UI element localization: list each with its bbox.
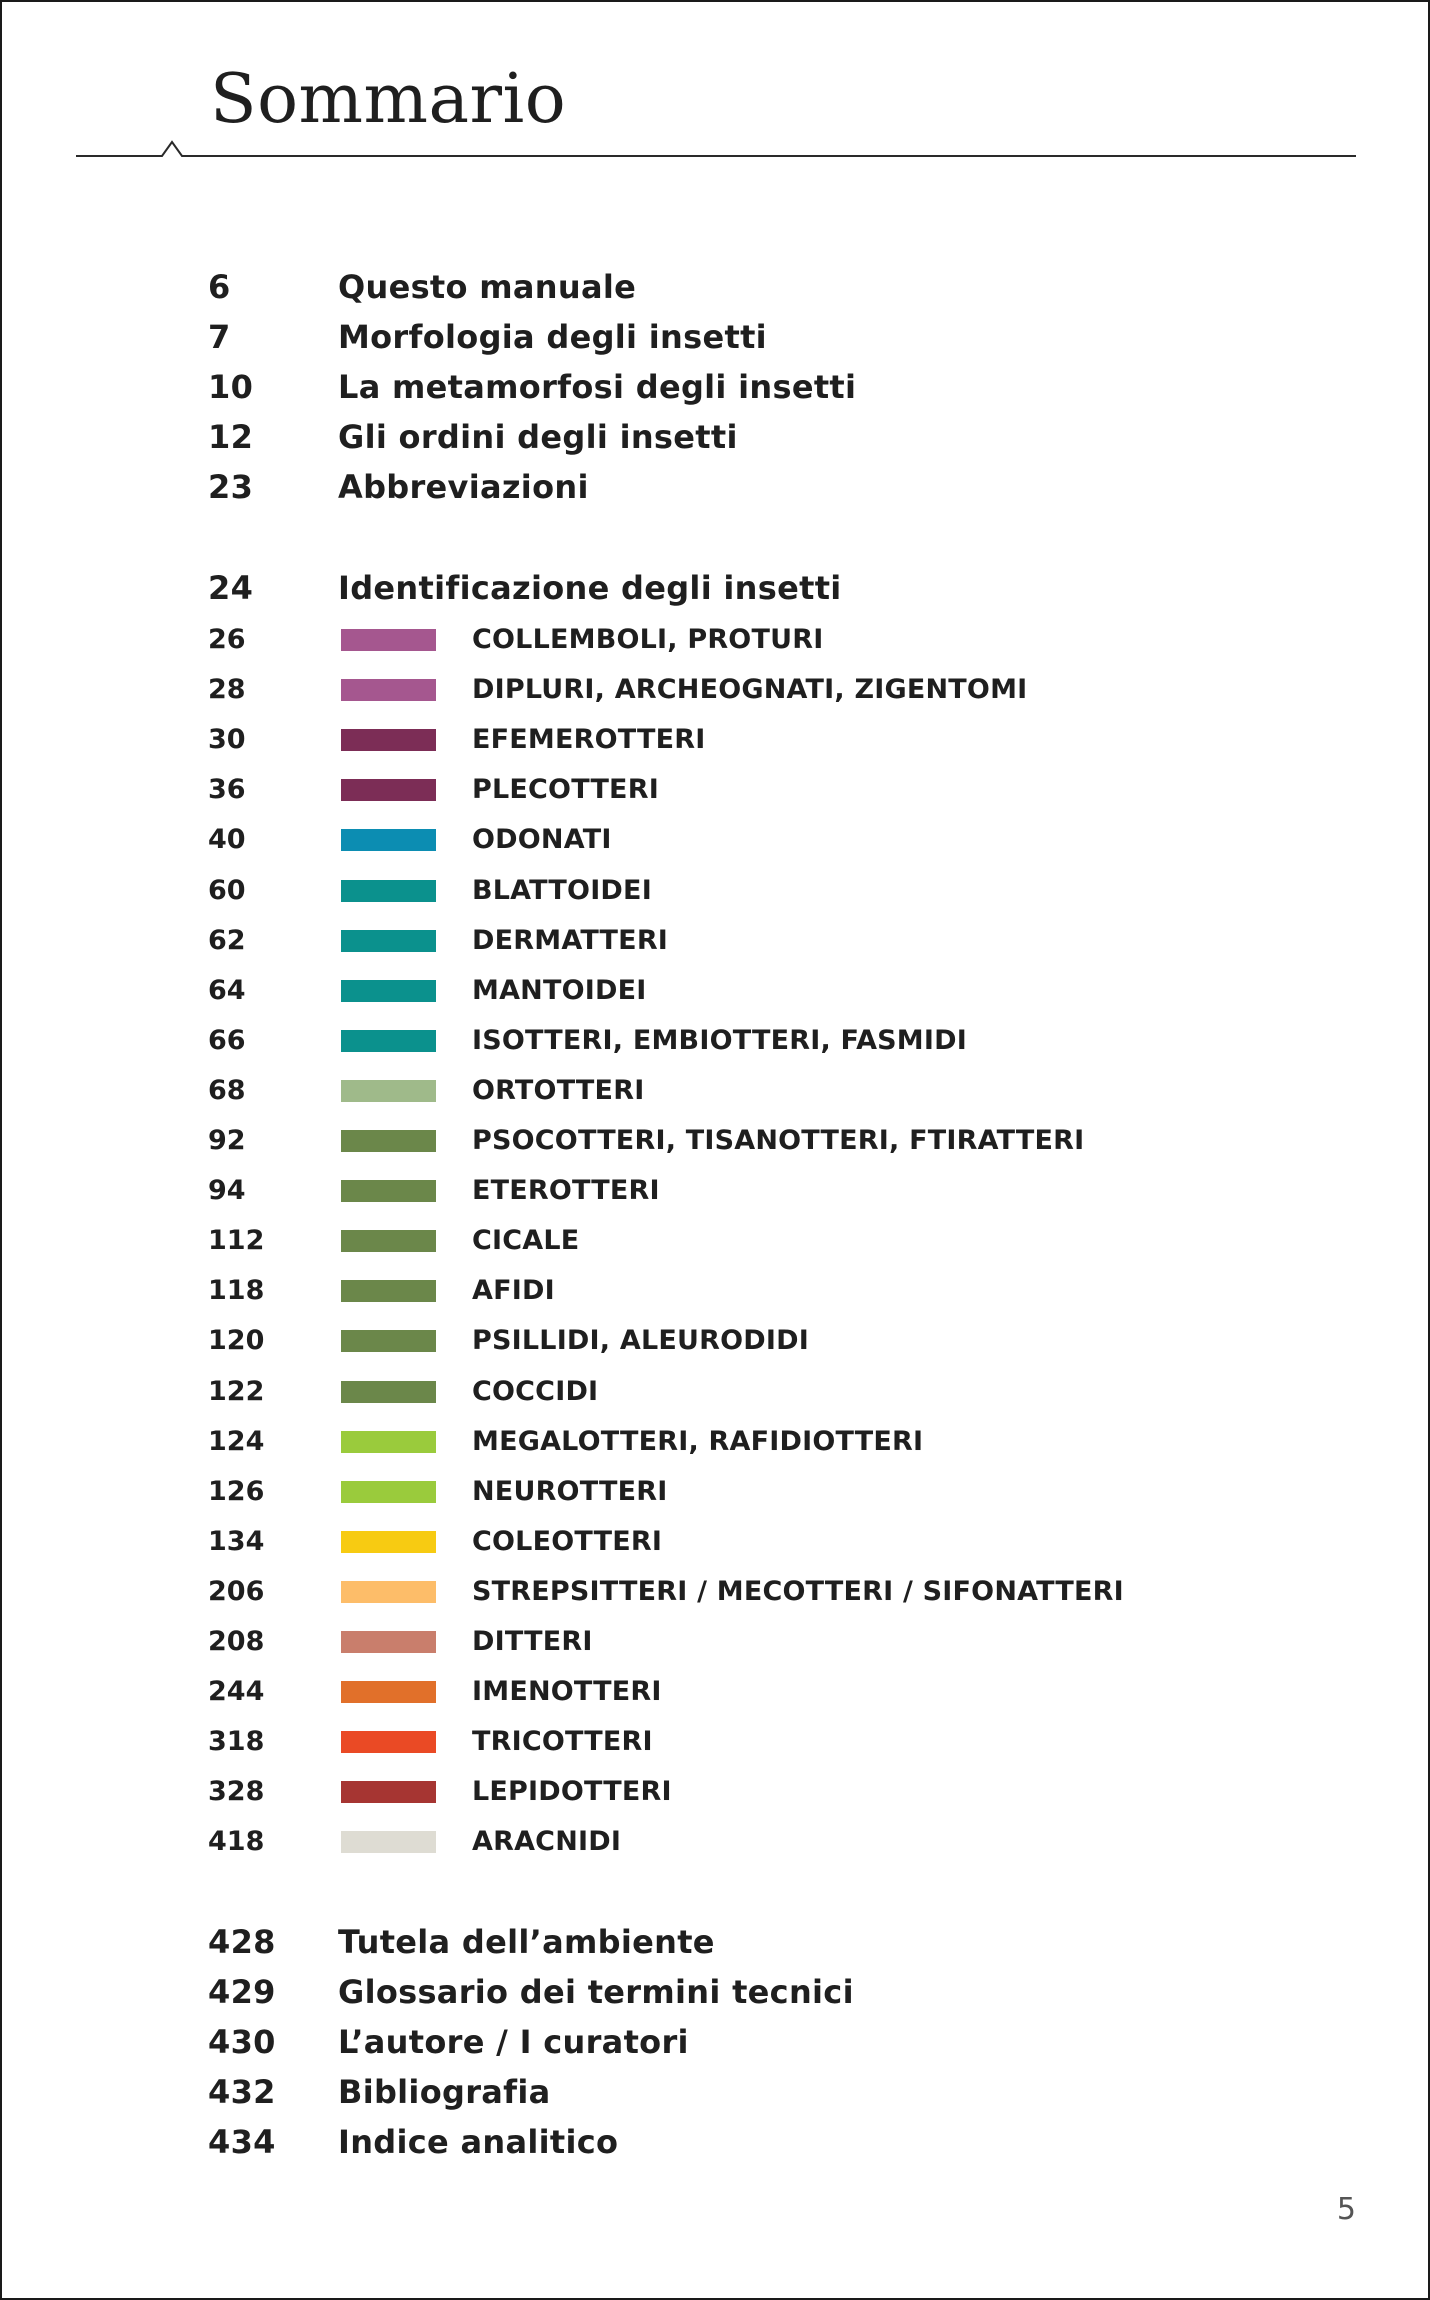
color-swatch bbox=[341, 1681, 436, 1703]
toc-subentry-title: ORTOTTERI bbox=[472, 1074, 645, 1106]
toc-page-number: 24 bbox=[208, 569, 254, 607]
toc-subentry-title: PSILLIDI, ALEURODIDI bbox=[472, 1325, 809, 1357]
toc-subentry[interactable] bbox=[2, 1266, 1428, 1316]
toc-page-number: 244 bbox=[208, 1676, 265, 1708]
color-swatch bbox=[341, 779, 436, 801]
page-number: 5 bbox=[1336, 2192, 1356, 2227]
toc-subentry-title: COCCIDI bbox=[472, 1375, 599, 1407]
toc-page-number: 64 bbox=[208, 974, 246, 1006]
toc-subentry-title: DERMATTERI bbox=[472, 924, 669, 956]
toc-subentry[interactable] bbox=[2, 715, 1428, 765]
toc-entry-title: Identificazione degli insetti bbox=[338, 569, 842, 607]
toc-page-number: 430 bbox=[208, 2023, 276, 2061]
toc-page-number: 62 bbox=[208, 924, 246, 956]
toc-entry-title: Bibliografia bbox=[338, 2073, 551, 2111]
toc-subentry[interactable] bbox=[2, 1417, 1428, 1467]
color-swatch bbox=[341, 1230, 436, 1252]
toc-page-number: 428 bbox=[208, 1923, 276, 1961]
toc-subentry-title: LEPIDOTTERI bbox=[472, 1776, 672, 1808]
toc-subentry[interactable] bbox=[2, 765, 1428, 815]
color-swatch bbox=[341, 1180, 436, 1202]
toc-subentry[interactable] bbox=[2, 615, 1428, 665]
toc-subentry[interactable] bbox=[2, 815, 1428, 865]
toc-page-number: 124 bbox=[208, 1425, 265, 1457]
toc-page-number: 122 bbox=[208, 1375, 265, 1407]
color-swatch bbox=[341, 679, 436, 701]
toc-entry-title: L’autore / I curatori bbox=[338, 2023, 689, 2061]
toc-subentry[interactable] bbox=[2, 1066, 1428, 1116]
color-swatch bbox=[341, 1030, 436, 1052]
color-swatch bbox=[341, 930, 436, 952]
toc-page-number: 66 bbox=[208, 1024, 246, 1056]
toc-entry-identification[interactable] bbox=[2, 563, 1428, 613]
color-swatch bbox=[341, 629, 436, 651]
color-swatch bbox=[341, 1431, 436, 1453]
toc-subentry-title: CICALE bbox=[472, 1225, 580, 1257]
toc-subentry[interactable] bbox=[2, 1467, 1428, 1517]
toc-subentry[interactable] bbox=[2, 1367, 1428, 1417]
toc-subentry[interactable] bbox=[2, 866, 1428, 916]
toc-entry[interactable] bbox=[2, 2117, 1428, 2167]
color-swatch bbox=[341, 1080, 436, 1102]
toc-subentry[interactable] bbox=[2, 1667, 1428, 1717]
color-swatch bbox=[341, 1481, 436, 1503]
toc-subentry[interactable] bbox=[2, 1717, 1428, 1767]
toc-subentry-title: DIPLURI, ARCHEOGNATI, ZIGENTOMI bbox=[472, 674, 1028, 706]
toc-subentry[interactable] bbox=[2, 1767, 1428, 1817]
toc-subentry[interactable] bbox=[2, 1316, 1428, 1366]
toc-page-number: 6 bbox=[208, 268, 231, 306]
color-swatch bbox=[341, 980, 436, 1002]
toc-subentry[interactable] bbox=[2, 1166, 1428, 1216]
toc-subentry[interactable] bbox=[2, 916, 1428, 966]
toc-subentry-title: COLEOTTERI bbox=[472, 1525, 663, 1557]
toc-page-number: 432 bbox=[208, 2073, 276, 2111]
toc-entry-title: Tutela dell’ambiente bbox=[338, 1923, 715, 1961]
color-swatch bbox=[341, 1330, 436, 1352]
toc-page-number: 26 bbox=[208, 624, 246, 655]
toc-page-number: 40 bbox=[208, 824, 246, 856]
toc-entry[interactable] bbox=[2, 1967, 1428, 2017]
toc-page-number: 134 bbox=[208, 1525, 265, 1557]
color-swatch bbox=[341, 1781, 436, 1803]
color-swatch bbox=[341, 1381, 436, 1403]
toc-page-number: 28 bbox=[208, 674, 246, 706]
color-swatch bbox=[341, 1130, 436, 1152]
toc-page-number: 12 bbox=[208, 418, 254, 456]
color-swatch bbox=[341, 1631, 436, 1653]
toc-entry[interactable] bbox=[2, 312, 1428, 362]
toc-subentry-title: ARACNIDI bbox=[472, 1826, 622, 1858]
toc-subentry-title: TRICOTTERI bbox=[472, 1726, 653, 1758]
toc-page-number: 36 bbox=[208, 774, 246, 806]
toc-entry[interactable] bbox=[2, 262, 1428, 312]
toc-subentry-title: NEUROTTERI bbox=[472, 1475, 668, 1507]
toc-subentry-title: IMENOTTERI bbox=[472, 1676, 662, 1708]
toc-subentry[interactable] bbox=[2, 1617, 1428, 1667]
toc-subentry[interactable] bbox=[2, 1016, 1428, 1066]
toc-page-number: 126 bbox=[208, 1475, 265, 1507]
toc-subentry-title: ETEROTTERI bbox=[472, 1175, 660, 1207]
color-swatch bbox=[341, 1731, 436, 1753]
toc-page-number: 328 bbox=[208, 1776, 265, 1808]
toc-entry[interactable] bbox=[2, 412, 1428, 462]
color-swatch bbox=[341, 729, 436, 751]
toc-entry-title: Abbreviazioni bbox=[338, 468, 589, 506]
toc-entry[interactable] bbox=[2, 2067, 1428, 2117]
page-title: Sommario bbox=[210, 60, 567, 139]
toc-entry[interactable] bbox=[2, 462, 1428, 512]
toc-subentry[interactable] bbox=[2, 1567, 1428, 1617]
toc-page-number: 10 bbox=[208, 368, 254, 406]
toc-page-number: 118 bbox=[208, 1275, 265, 1307]
toc-subentry[interactable] bbox=[2, 1817, 1428, 1867]
toc-subentry-title: ISOTTERI, EMBIOTTERI, FASMIDI bbox=[472, 1024, 967, 1056]
toc-subentry-title: AFIDI bbox=[472, 1275, 555, 1307]
toc-subentry-title: EFEMEROTTERI bbox=[472, 724, 706, 756]
toc-page-number: 318 bbox=[208, 1726, 265, 1758]
toc-subentry-title: BLATTOIDEI bbox=[472, 874, 652, 906]
color-swatch bbox=[341, 829, 436, 851]
toc-page-number: 208 bbox=[208, 1626, 265, 1657]
toc-page-number: 429 bbox=[208, 1973, 276, 2011]
toc-page-number: 60 bbox=[208, 874, 246, 906]
toc-entry-title: Gli ordini degli insetti bbox=[338, 418, 738, 456]
toc-page-number: 7 bbox=[208, 318, 231, 356]
color-swatch bbox=[341, 1831, 436, 1853]
toc-entry-title: Indice analitico bbox=[338, 2123, 619, 2161]
toc-subentry-title: COLLEMBOLI, PROTURI bbox=[472, 624, 824, 655]
toc-page-number: 30 bbox=[208, 724, 246, 756]
toc-page-number: 434 bbox=[208, 2123, 276, 2161]
color-swatch bbox=[341, 1581, 436, 1603]
toc-page-number: 94 bbox=[208, 1175, 246, 1207]
toc-page-number: 68 bbox=[208, 1074, 246, 1106]
color-swatch bbox=[341, 880, 436, 902]
toc-entry[interactable] bbox=[2, 1917, 1428, 1967]
toc-subentry-title: MANTOIDEI bbox=[472, 974, 647, 1006]
toc-subentry-title: ODONATI bbox=[472, 824, 612, 856]
toc-subentry-title: PSOCOTTERI, TISANOTTERI, FTIRATTERI bbox=[472, 1125, 1085, 1156]
toc-entry-title: Morfologia degli insetti bbox=[338, 318, 767, 356]
toc-subentry[interactable] bbox=[2, 966, 1428, 1016]
toc-subentry[interactable] bbox=[2, 665, 1428, 715]
toc-page-number: 112 bbox=[208, 1225, 265, 1257]
color-swatch bbox=[341, 1531, 436, 1553]
toc-entry-title: Glossario dei termini tecnici bbox=[338, 1973, 854, 2011]
toc-page-number: 120 bbox=[208, 1325, 265, 1357]
toc-page-number: 418 bbox=[208, 1826, 265, 1858]
color-swatch bbox=[341, 1280, 436, 1302]
toc-subentry[interactable] bbox=[2, 1517, 1428, 1567]
toc-page-number: 92 bbox=[208, 1125, 246, 1156]
toc-subentry-title: PLECOTTERI bbox=[472, 774, 659, 806]
toc-subentry[interactable] bbox=[2, 1216, 1428, 1266]
toc-entry-title: La metamorfosi degli insetti bbox=[338, 368, 857, 406]
toc-subentry[interactable] bbox=[2, 1116, 1428, 1166]
toc-page-number: 23 bbox=[208, 468, 254, 506]
toc-subentry-title: MEGALOTTERI, RAFIDIOTTERI bbox=[472, 1425, 924, 1457]
toc-subentry-title: DITTERI bbox=[472, 1626, 593, 1657]
toc-page-number: 206 bbox=[208, 1575, 265, 1607]
toc-subentry-title: STREPSITTERI / MECOTTERI / SIFONATTERI bbox=[472, 1575, 1124, 1607]
toc-entry[interactable] bbox=[2, 362, 1428, 412]
toc-entry-title: Questo manuale bbox=[338, 268, 637, 306]
title-rule bbox=[76, 132, 1356, 168]
toc-entry[interactable] bbox=[2, 2017, 1428, 2067]
